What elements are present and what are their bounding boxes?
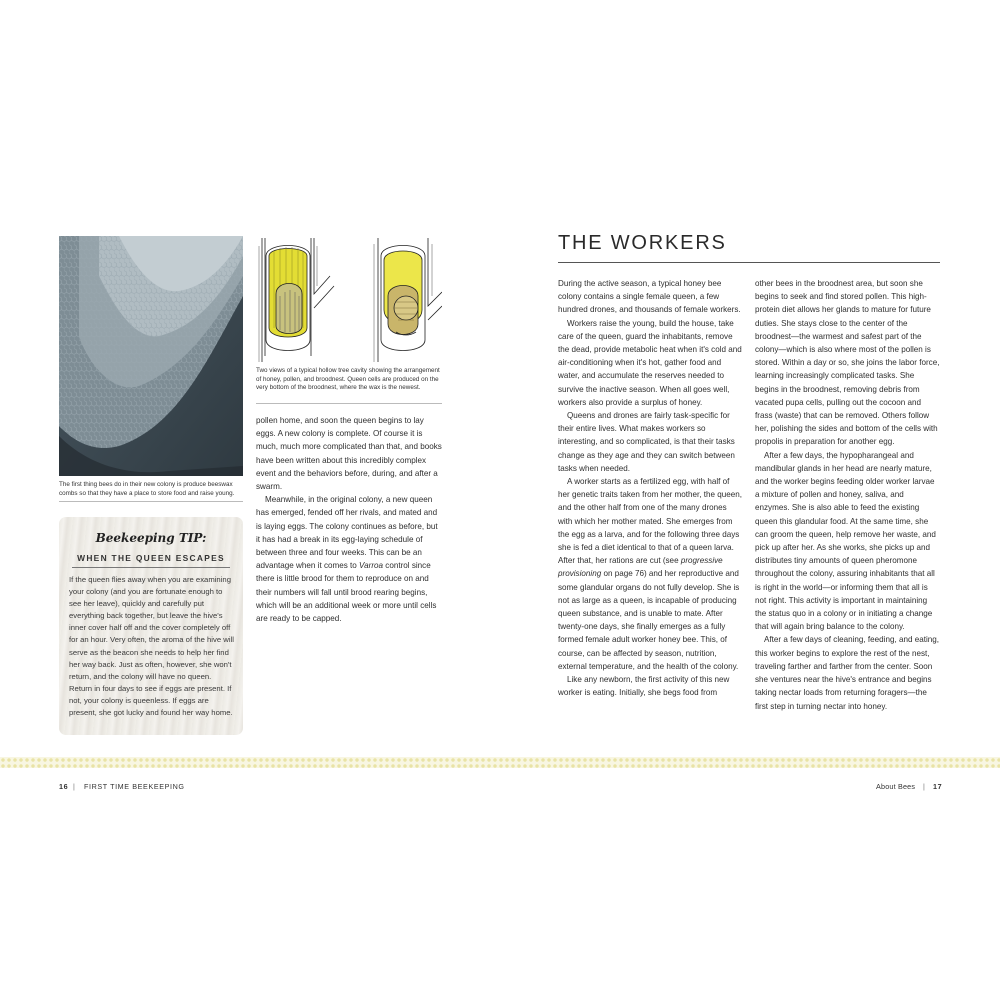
right-page-column-2 bbox=[755, 277, 940, 713]
tip-subtitle: WHEN THE QUEEN ESCAPES bbox=[77, 553, 225, 563]
tree-cavity-diagram bbox=[256, 236, 442, 364]
right-page-column-1 bbox=[558, 277, 743, 700]
paragraph: Meanwhile, in the original colony, a new queen has emerged, fended off her rivals, and mated and is laying eggs. The colony continues as before, but it has had a break in its egg-laying schedule of between three and four weeks. This can be an advantage when it comes to Varroa control since there is little brood for them to reproduce on and their numbers will fall until brood rearing begins, which will be an additional week or more until cells are ready to be capped. bbox=[256, 495, 438, 624]
chapter-title-footer: About Bees bbox=[876, 782, 916, 791]
paragraph: Workers raise the young, build the house, take care of the queen, guard the inhabitants, remove the dead, provide metabolic heat when it's cold and air-conditioning when it's hot, gather food and water, and accumulate the reserves needed to survive the inactive season. When all goes well, workers also provide a surplus of honey. bbox=[558, 318, 742, 407]
left-page-number: 16 bbox=[59, 782, 69, 791]
caption-divider bbox=[256, 403, 442, 404]
tip-body: If the queen flies away when you are examining your colony (and you are fortunate enough to see her leave), quickly and carefully put everything back together, but leave the hive's inner cover half off and the cover completely off for an hour. Very often, the aroma of the hive will serve as the beacon she needs to help her find her way back. Just as often, however, she won't return, and the colony will have no queen. Return in four days to see if eggs are present. If not, your colony is queenless. If eggs are present, she got lucky and found her way home. bbox=[69, 575, 234, 718]
paragraph: After a few days of cleaning, feeding, and eating, this worker begins to explore the rest of the nest, traveling farther and farther from the center. Soon she ventures near the hive's entrance and begins taking nectar loads from returning foragers—the first step in turning nectar into honey. bbox=[755, 635, 940, 711]
footer-separator: | bbox=[923, 782, 926, 791]
honeycomb-footer-band bbox=[0, 757, 1000, 768]
paragraph: After a few days, the hypopharangeal and mandibular glands in her head are nearly mature, and the worker begins feeding older worker larvae a mixture of pollen and honey, saliva, and enzymes. She is also able to feed the existing queen this glandular food. At the same time, she can groom the queen, help remove her waste, and pick up after her. As she works, she picks up and distributes tiny amounts of queen pheromone throughout the colony, assuring inhabitants that all is right in the world—or informing them that all is not right. This activity is important in maintaining the status quo in a colony or in initiating a change that will again bring balance to the colony. bbox=[755, 450, 936, 632]
emphasis: progressive provisioning bbox=[558, 556, 723, 579]
paragraph: Queens and drones are fairly task-specific for their entire lives. What makes workers so interesting, and so complicated, is that their tasks change as they age and they can switch between tasks when needed. bbox=[558, 411, 735, 473]
right-page-number: 17 bbox=[933, 782, 943, 791]
paragraph: other bees in the broodnest area, but soon she begins to seek and find stored pollen. This high-protein diet allows her glands to mature for future duties. She stays close to the center of the broodnest—the warmest and safest part of the colony—which is also where most of the pollen is stored. Within a day or so, she joins the labor force, learning increasingly complicated tasks. She begins in the broodnest, removing debris from vacated pupa cells, pulling out the cocoon and frass (waste) that can be removed. Others follow her, polishing the sides and bottom of the cells with propolis in preparation for another egg. bbox=[755, 279, 940, 447]
paragraph: A worker starts as a fertilized egg, with half of her genetic traits taken from her mother, the queen, and the other half from one of the many drones with which her mother mated. She emerges from the egg as a larva, and for the following three days she is fed a diet identical to that of a queen larva. After that, her rations are cut (see progressive provisioning on page 76) and her reproductive and some glandular organs do not fully develop. She is not as large as a queen, is incapable of producing queen substance, and is unable to mate. After twenty-one days, she finally emerges as a fully formed female adult worker honey bee. This, of course, can be affected by season, nutrition, external temperature, and the health of the colony. bbox=[558, 477, 743, 671]
tip-divider bbox=[72, 567, 230, 568]
footer-separator: | bbox=[73, 782, 76, 791]
book-title-footer: FIRST TIME BEEKEEPING bbox=[84, 782, 185, 791]
paragraph: During the active season, a typical honey bee colony contains a single female queen, a few hundred drones, and thousands of female workers. bbox=[558, 279, 741, 315]
caption-divider bbox=[59, 501, 243, 502]
emphasis: Varroa bbox=[359, 561, 384, 571]
diagram-caption: Two views of a typical hollow tree cavity showing the arrangement of honey, pollen, and broodnest. Queen cells are produced on the very bottom of the broodnest, where the wax is the newest. bbox=[256, 367, 440, 391]
tip-title: Beekeeping TIP: bbox=[95, 531, 207, 545]
title-divider bbox=[558, 262, 940, 263]
left-page-column bbox=[256, 414, 442, 625]
tree-cavity-front-view bbox=[374, 238, 442, 362]
section-title: THE WORKERS bbox=[558, 232, 727, 254]
photo-caption: The first thing bees do in their new colony is produce beeswax combs so that they have a place to store food and raise young. bbox=[59, 481, 235, 497]
tree-cavity-side-view bbox=[259, 238, 334, 362]
paragraph: pollen home, and soon the queen begins to lay eggs. A new colony is complete. Of course it is much, much more complicated than that, and books have been written about this incredibly complex event and the behaviors before, during, and after a swarm. bbox=[256, 416, 442, 492]
honeycomb-photo bbox=[59, 236, 243, 476]
paragraph: Like any newborn, the first activity of this new worker is eating. Initially, she begs food from bbox=[558, 675, 730, 698]
beekeeping-tip-box bbox=[59, 517, 243, 735]
